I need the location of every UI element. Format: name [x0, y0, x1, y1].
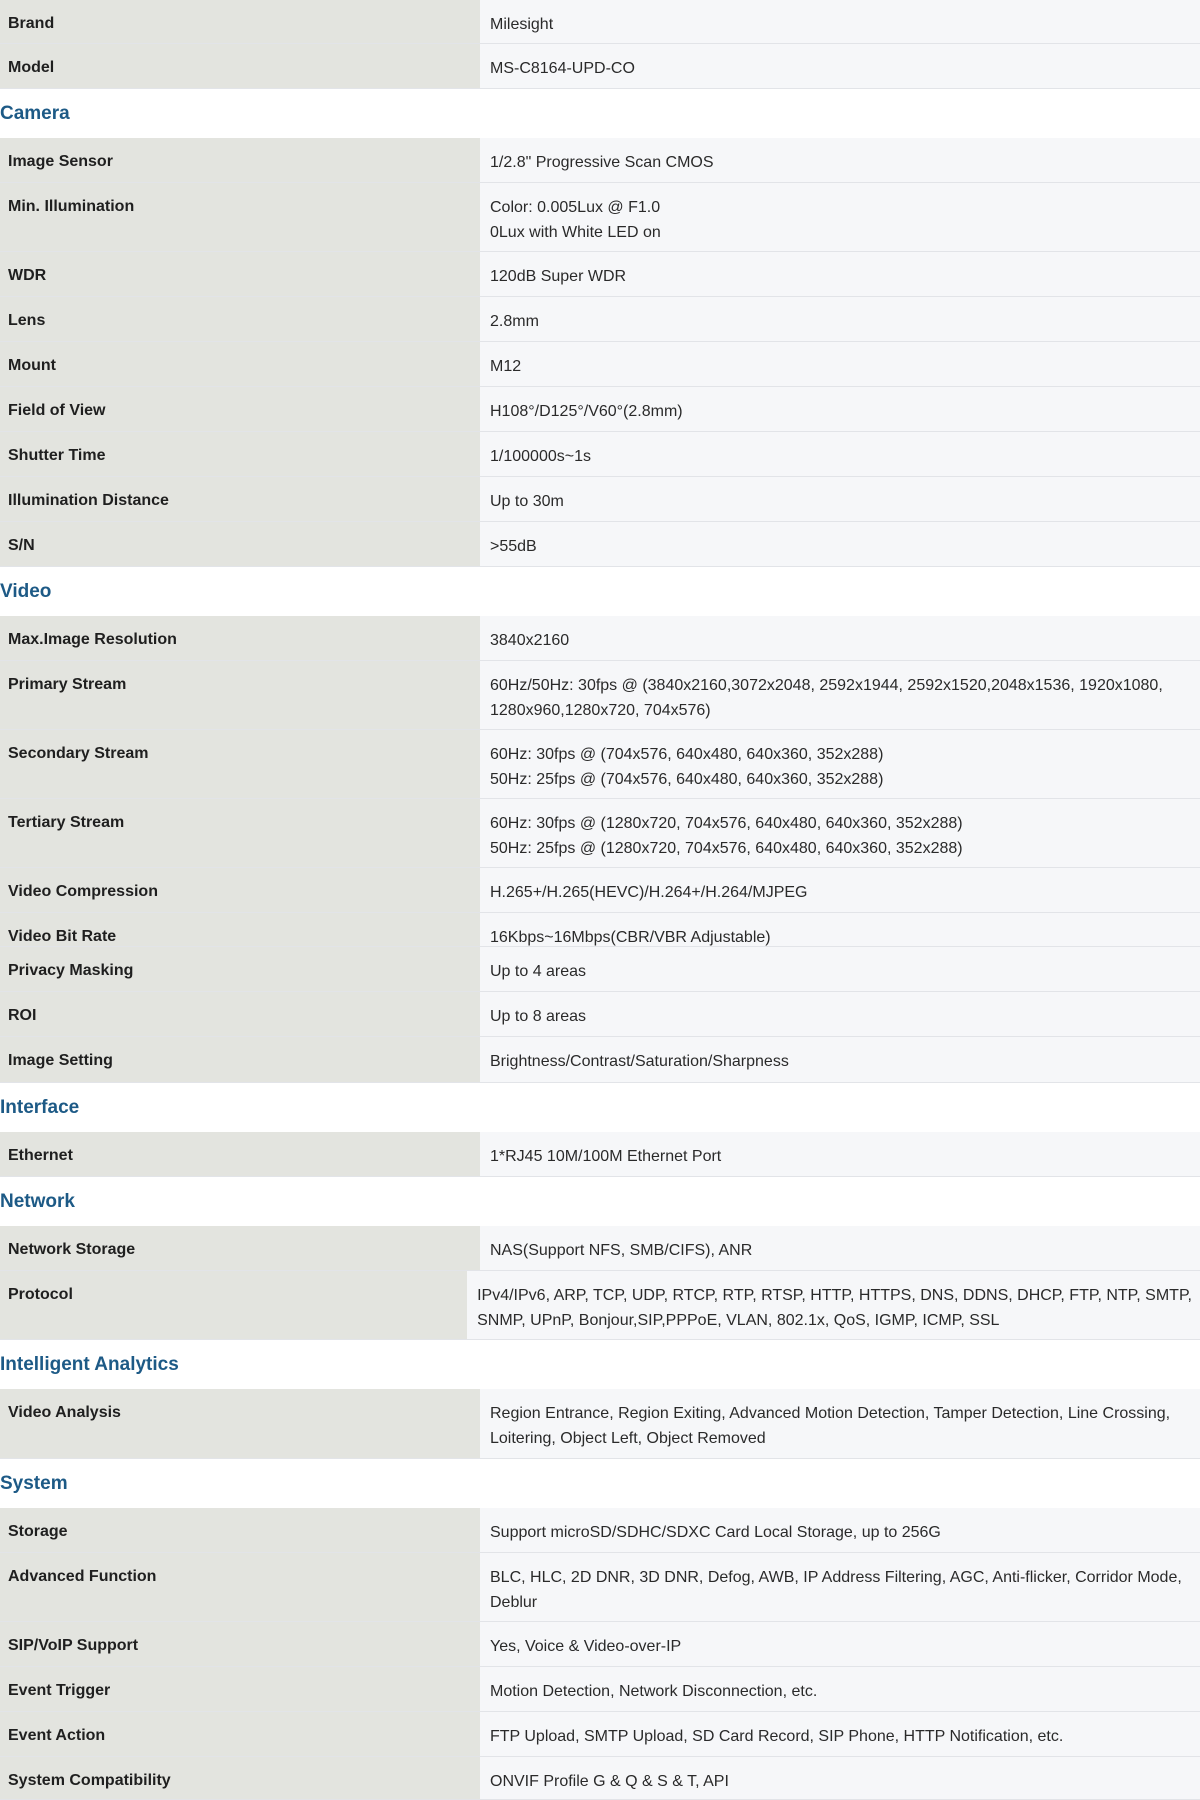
spec-label: WDR: [0, 252, 480, 296]
spec-label: Ethernet: [0, 1132, 480, 1176]
spec-row-system-compatibility: [0, 1757, 1200, 1800]
spec-row-storage: [0, 1508, 1200, 1553]
spec-value: [480, 477, 1200, 521]
spec-value-line: Region Entrance, Region Exiting, Advanced Motion Detection, Tamper Detection, Line Crossing,: [490, 1405, 1171, 1422]
spec-value-line: FTP Upload, SMTP Upload, SD Card Record, SIP Phone, HTTP Notification, etc.: [490, 1728, 1064, 1745]
spec-row-video-compression: [0, 868, 1200, 913]
spec-value-line: 1*RJ45 10M/100M Ethernet Port: [490, 1148, 722, 1165]
spec-label: Video Analysis: [0, 1389, 480, 1458]
spec-value-line: >55dB: [490, 538, 537, 555]
spec-value-line: Up to 30m: [490, 493, 564, 510]
spec-row-advanced-function: [0, 1553, 1200, 1622]
spec-row-roi: [0, 992, 1200, 1037]
spec-label: Model: [0, 44, 480, 88]
spec-row-protocol: [0, 1271, 1200, 1340]
spec-value: [480, 1508, 1200, 1552]
spec-value: [480, 183, 1200, 251]
spec-value-line: 60Hz: 30fps @ (704x576, 640x480, 640x360, 352x288): [490, 746, 884, 763]
spec-value-line: Deblur: [490, 1594, 538, 1611]
spec-label: Video Compression: [0, 868, 480, 912]
spec-value: [480, 387, 1200, 431]
spec-row-video-analysis: [0, 1389, 1200, 1459]
spec-row-event-action: [0, 1712, 1200, 1757]
spec-label: Network Storage: [0, 1226, 480, 1270]
spec-value-line: 0Lux with White LED on: [490, 224, 661, 241]
spec-value: [480, 1667, 1200, 1711]
spec-label: Illumination Distance: [0, 477, 480, 521]
section-title-video: Video: [0, 581, 52, 602]
spec-value-line: Loitering, Object Left, Object Removed: [490, 1430, 766, 1447]
spec-row-tertiary-stream: [0, 799, 1200, 868]
spec-value: [480, 1389, 1200, 1458]
spec-label: Tertiary Stream: [0, 799, 480, 867]
spec-row-model: [0, 44, 1200, 89]
spec-row-shutter-time: [0, 432, 1200, 477]
spec-label: Field of View: [0, 387, 480, 431]
spec-row-max-image-resolution: [0, 616, 1200, 661]
spec-value: [480, 138, 1200, 182]
section-title-interface: Interface: [0, 1097, 80, 1118]
spec-label: Min. Illumination: [0, 183, 480, 251]
spec-value: [480, 868, 1200, 912]
section-title-system: System: [0, 1473, 68, 1494]
spec-label: Lens: [0, 297, 480, 341]
spec-label: Protocol: [0, 1271, 467, 1339]
spec-value-line: Color: 0.005Lux @ F1.0: [490, 199, 661, 216]
section-title-intelligent-analytics: Intelligent Analytics: [0, 1354, 179, 1375]
spec-value: [480, 1037, 1200, 1082]
spec-row-network-storage: [0, 1226, 1200, 1271]
spec-value: [480, 1132, 1200, 1176]
section-title-network: Network: [0, 1191, 75, 1212]
spec-value-line: Motion Detection, Network Disconnection, etc.: [490, 1683, 818, 1700]
spec-value: [480, 913, 1200, 946]
spec-row-privacy-masking: [0, 947, 1200, 992]
spec-row-image-setting: [0, 1037, 1200, 1083]
spec-value-line: MS-C8164-UPD-CO: [490, 60, 635, 77]
spec-value: [480, 44, 1200, 88]
spec-row-field-of-view: [0, 387, 1200, 432]
spec-value: [467, 1271, 1200, 1339]
spec-value-line: Support microSD/SDHC/SDXC Card Local Storage, up to 256G: [490, 1524, 941, 1541]
spec-value: [480, 730, 1200, 798]
spec-value-line: 1/2.8" Progressive Scan CMOS: [490, 154, 714, 171]
spec-row-min-illumination: [0, 183, 1200, 252]
spec-label: Primary Stream: [0, 661, 480, 729]
spec-label: Secondary Stream: [0, 730, 480, 798]
spec-value-line: H.265+/H.265(HEVC)/H.264+/H.264/MJPEG: [490, 884, 808, 901]
spec-value-line: Brightness/Contrast/Saturation/Sharpness: [490, 1053, 789, 1070]
spec-value: [480, 522, 1200, 566]
spec-value-line: 50Hz: 25fps @ (1280x720, 704x576, 640x480, 640x360, 352x288): [490, 840, 963, 857]
spec-row-image-sensor: [0, 138, 1200, 183]
spec-value: [480, 1553, 1200, 1621]
spec-value-line: 2.8mm: [490, 313, 539, 330]
spec-row-sip-voip-support: [0, 1622, 1200, 1667]
spec-row-wdr: [0, 252, 1200, 297]
section-title-camera: Camera: [0, 103, 70, 124]
spec-label: Image Sensor: [0, 138, 480, 182]
spec-value: [480, 342, 1200, 386]
spec-row-illumination-distance: [0, 477, 1200, 522]
spec-label: Advanced Function: [0, 1553, 480, 1621]
spec-value-line: 60Hz: 30fps @ (1280x720, 704x576, 640x480, 640x360, 352x288): [490, 815, 963, 832]
spec-value-line: 60Hz/50Hz: 30fps @ (3840x2160,3072x2048, 2592x1944, 2592x1520,2048x1536, 1920x1080,: [490, 677, 1163, 694]
spec-value: [480, 1757, 1200, 1799]
spec-value: [480, 252, 1200, 296]
spec-row-primary-stream: [0, 661, 1200, 730]
spec-value-line: Yes, Voice & Video-over-IP: [490, 1638, 682, 1655]
spec-value: [480, 799, 1200, 867]
spec-row-video-bit-rate: [0, 913, 1200, 947]
spec-label: Event Action: [0, 1712, 480, 1756]
spec-label: S/N: [0, 522, 480, 566]
spec-value-line: 1280x960,1280x720, 704x576): [490, 702, 711, 719]
spec-label: ROI: [0, 992, 480, 1036]
spec-label: Privacy Masking: [0, 947, 480, 991]
spec-value: [480, 947, 1200, 991]
spec-value-line: M12: [490, 358, 522, 375]
spec-value-line: H108°/D125°/V60°(2.8mm): [490, 403, 683, 420]
spec-row-mount: [0, 342, 1200, 387]
spec-label: Image Setting: [0, 1037, 480, 1082]
spec-label: Max.Image Resolution: [0, 616, 480, 660]
spec-row-ethernet: [0, 1132, 1200, 1177]
spec-label: Mount: [0, 342, 480, 386]
spec-value-line: NAS(Support NFS, SMB/CIFS), ANR: [490, 1242, 753, 1259]
spec-value-line: IPv4/IPv6, ARP, TCP, UDP, RTCP, RTP, RTSP, HTTP, HTTPS, DNS, DDNS, DHCP, FTP, NTP, SMTP,: [477, 1287, 1192, 1304]
spec-label: Shutter Time: [0, 432, 480, 476]
spec-value-line: Milesight: [490, 16, 554, 33]
spec-value: [480, 1226, 1200, 1270]
spec-label: Brand: [0, 0, 480, 43]
spec-row-event-trigger: [0, 1667, 1200, 1712]
spec-value: [480, 0, 1200, 43]
spec-value-line: 3840x2160: [490, 632, 570, 649]
spec-label: SIP/VoIP Support: [0, 1622, 480, 1666]
spec-label: Video Bit Rate: [0, 913, 480, 946]
spec-value: [480, 1622, 1200, 1666]
spec-value: [480, 992, 1200, 1036]
spec-value: [480, 1712, 1200, 1756]
spec-value: [480, 432, 1200, 476]
spec-value: [480, 616, 1200, 660]
spec-value-line: BLC, HLC, 2D DNR, 3D DNR, Defog, AWB, IP Address Filtering, AGC, Anti-flicker, Corridor Mode,: [490, 1569, 1182, 1586]
spec-value-line: 50Hz: 25fps @ (704x576, 640x480, 640x360, 352x288): [490, 771, 884, 788]
spec-row-s-n: [0, 522, 1200, 567]
spec-value-line: SNMP, UPnP, Bonjour,SIP,PPPoE, VLAN, 802.1x, QoS, IGMP, ICMP, SSL: [477, 1312, 1000, 1329]
spec-row-secondary-stream: [0, 730, 1200, 799]
spec-value: [480, 661, 1200, 729]
spec-value-line: 120dB Super WDR: [490, 268, 627, 285]
spec-value-line: 16Kbps~16Mbps(CBR/VBR Adjustable): [490, 929, 771, 946]
spec-value-line: Up to 4 areas: [490, 963, 587, 980]
spec-value-line: ONVIF Profile G & Q & S & T, API: [490, 1773, 729, 1790]
spec-value-line: Up to 8 areas: [490, 1008, 587, 1025]
spec-label: Storage: [0, 1508, 480, 1552]
spec-value: [480, 297, 1200, 341]
spec-row-brand: [0, 0, 1200, 44]
spec-label: System Compatibility: [0, 1757, 480, 1799]
spec-row-lens: [0, 297, 1200, 342]
spec-label: Event Trigger: [0, 1667, 480, 1711]
spec-value-line: 1/100000s~1s: [490, 448, 591, 465]
